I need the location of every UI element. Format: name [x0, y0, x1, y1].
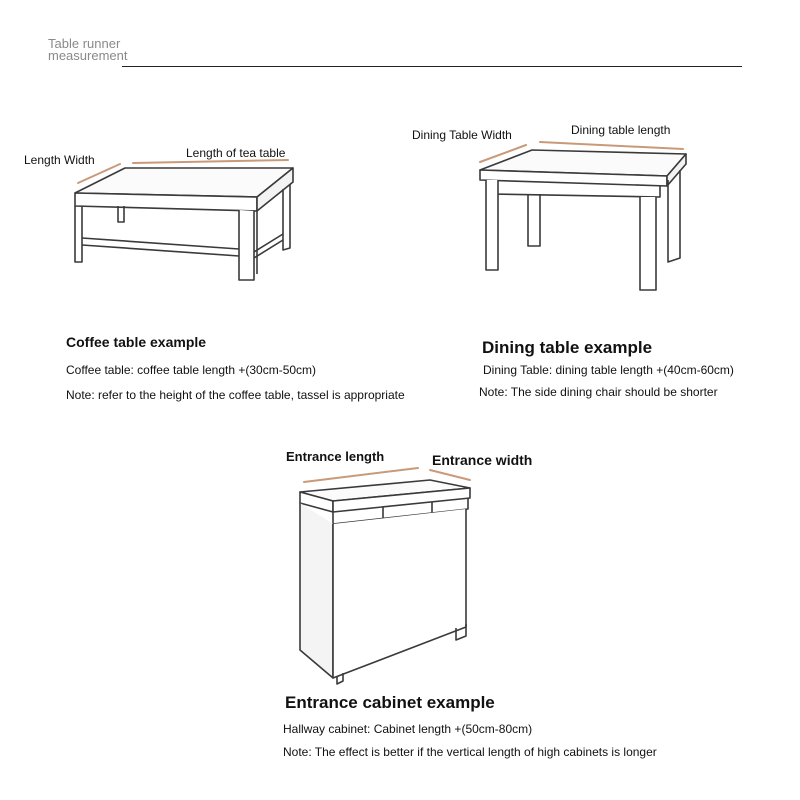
entrance-heading: Entrance cabinet example — [285, 693, 495, 712]
entrance-line2: Note: The effect is better if the vertical length of high cabinets is longer — [283, 745, 657, 759]
coffee-line2: Note: refer to the height of the coffee table, tassel is appropriate — [66, 388, 405, 402]
page-title-line2: measurement — [48, 48, 128, 63]
dining-length-label: Dining table length — [571, 123, 671, 137]
entrance-line1: Hallway cabinet: Cabinet length +(50cm-80cm) — [283, 722, 533, 736]
coffee-heading: Coffee table example — [66, 334, 207, 350]
entrance-width-label: Entrance width — [432, 452, 533, 468]
entrance-length-label: Entrance length — [286, 449, 385, 464]
dining-width-label: Dining Table Width — [412, 128, 512, 142]
dining-heading: Dining table example — [482, 338, 653, 357]
dining-line2: Note: The side dining chair should be shorter — [479, 385, 718, 399]
coffee-width-label: Length Width — [24, 153, 95, 167]
page-title-line1: Table runner — [48, 36, 121, 51]
coffee-length-label: Length of tea table — [186, 146, 286, 160]
dining-line1: Dining Table: dining table length +(40cm-60cm) — [483, 363, 734, 377]
coffee-line1: Coffee table: coffee table length +(30cm-50cm) — [66, 363, 317, 377]
